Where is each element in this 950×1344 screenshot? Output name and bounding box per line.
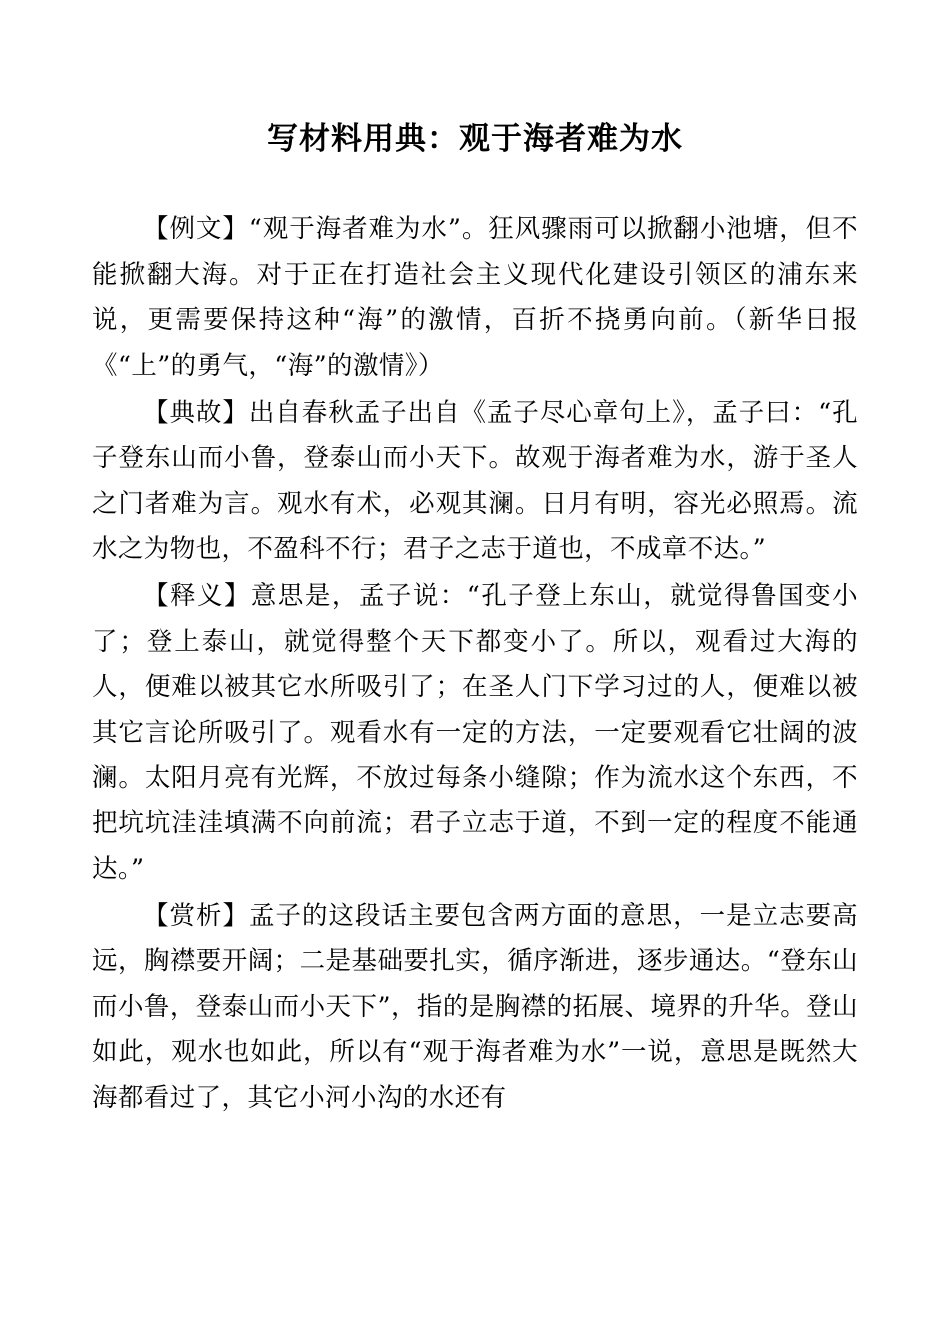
- paragraph-appreciation: 【赏析】孟子的这段话主要包含两方面的意思，一是立志要高远，胸襟要开阔；二是基础要扎实，循序渐进，逐步通达。“登东山而小鲁，登泰山而小天下”，指的是胸襟的拓展、境界的升华。登山如此，观水也如此，所以有“观于海者难为水”一说，意思是既然大海都看过了，其它小河小沟的水还有: [92, 901, 858, 1113]
- paragraph-allusion: 【典故】出自春秋孟子出自《孟子尽心章句上》，孟子曰：“孔子登东山而小鲁，登泰山而小天下。故观于海者难为水，游于圣人之门者难为言。观水有术，必观其澜。日月有明，容光必照焉。流水之为物也，不盈科不行；君子之志于道也，不成章不达。”: [92, 397, 858, 565]
- paragraph-example: 【例文】“观于海者难为水”。狂风骤雨可以掀翻小池塘，但不能掀翻大海。对于正在打造社会主义现代化建设引领区的浦东来说，更需要保持这种“海”的激情，百折不挠勇向前。（新华日报《“上”的勇气，“海”的激情》）: [92, 214, 858, 381]
- page-title: 写材料用典：观于海者难为水: [267, 121, 683, 157]
- paragraph-meaning: 【释义】意思是，孟子说：“孔子登上东山，就觉得鲁国变小了；登上泰山，就觉得整个天下都变小了。所以，观看过大海的人，便难以被其它水所吸引了；在圣人门下学习过的人，便难以被其它言论所吸引了。观看水有一定的方法，一定要观看它壮阔的波澜。太阳月亮有光辉，不放过每条小缝隙；作为流水这个东西，不把坑坑洼洼填满不向前流；君子立志于道，不到一定的程度不能通达。”: [92, 581, 858, 884]
